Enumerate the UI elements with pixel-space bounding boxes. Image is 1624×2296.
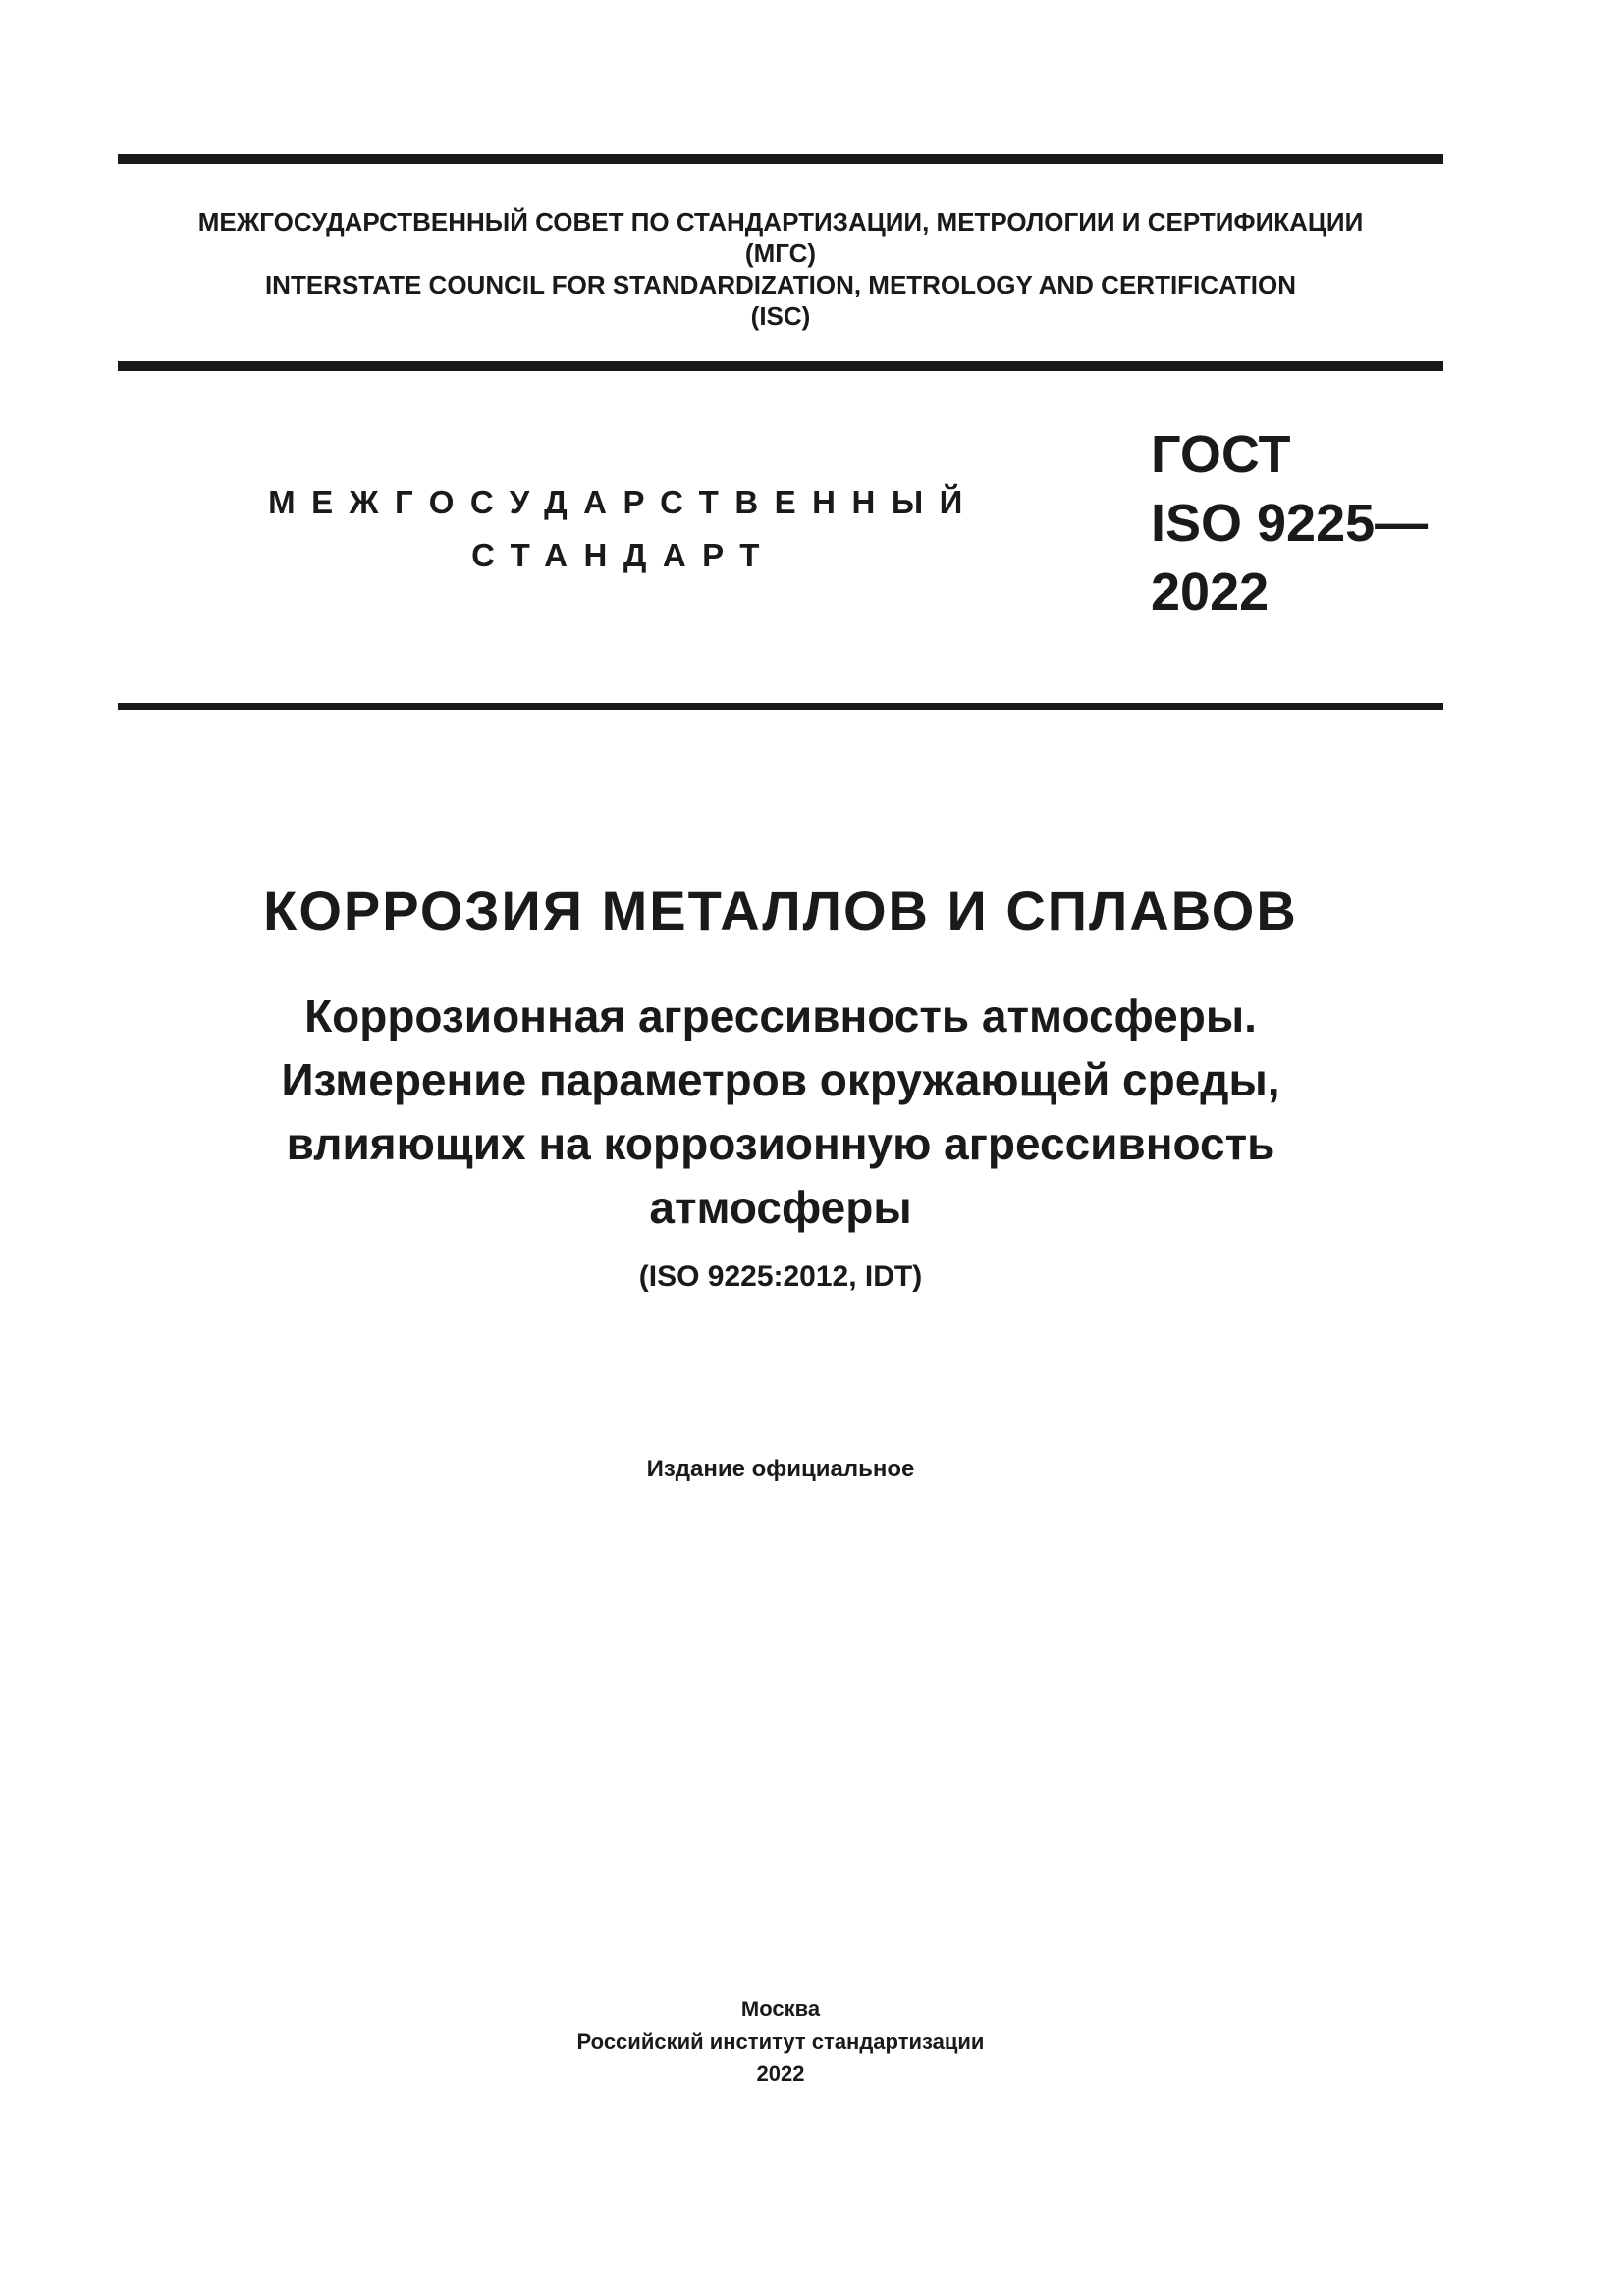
top-rule: [118, 154, 1443, 164]
standard-kind-line-2: СТАНДАРТ: [471, 537, 776, 573]
council-name-en: INTERSTATE COUNCIL FOR STANDARDIZATION, METROLOGY AND CERTIFICATION: [264, 270, 1297, 299]
council-header: [118, 206, 1443, 332]
middle-rule: [118, 361, 1443, 371]
imprint-year: 2022: [756, 2061, 805, 2086]
imprint: [118, 1993, 1443, 2090]
designation-line-3: 2022: [1151, 562, 1270, 621]
designation-line-1: ГОСТ: [1151, 425, 1291, 484]
imprint-city: Москва: [740, 1997, 821, 2021]
standard-kind: [118, 476, 1129, 582]
imprint-publisher: Российский институт стандартизации: [576, 2029, 985, 2054]
standard-kind-line-1: МЕЖГОСУДАРСТВЕННЫЙ: [268, 484, 979, 520]
designation-line-2: ISO 9225—: [1151, 494, 1429, 553]
document-subtitle: [118, 985, 1443, 1240]
iso-reference: (ISO 9225:2012, IDT): [638, 1260, 923, 1293]
document-title: КОРРОЗИЯ МЕТАЛЛОВ И СПЛАВОВ: [263, 880, 1298, 941]
subtitle-line: Измерение параметров окружающей среды,: [281, 1054, 1280, 1105]
council-name-ru: МЕЖГОСУДАРСТВЕННЫЙ СОВЕТ ПО СТАНДАРТИЗАЦИИ, МЕТРОЛОГИИ И СЕРТИФИКАЦИИ: [197, 207, 1364, 237]
standard-designation: [1151, 420, 1443, 626]
council-abbr-en: (ISC): [750, 301, 811, 331]
subtitle-line: Коррозионная агрессивность атмосферы.: [304, 990, 1257, 1041]
council-abbr-ru: (МГС): [744, 239, 817, 268]
edition-note: Издание официальное: [646, 1456, 915, 1482]
subtitle-line: влияющих на коррозионную агрессивность: [286, 1118, 1275, 1169]
bottom-rule: [118, 703, 1443, 710]
subtitle-line: атмосферы: [649, 1182, 912, 1233]
